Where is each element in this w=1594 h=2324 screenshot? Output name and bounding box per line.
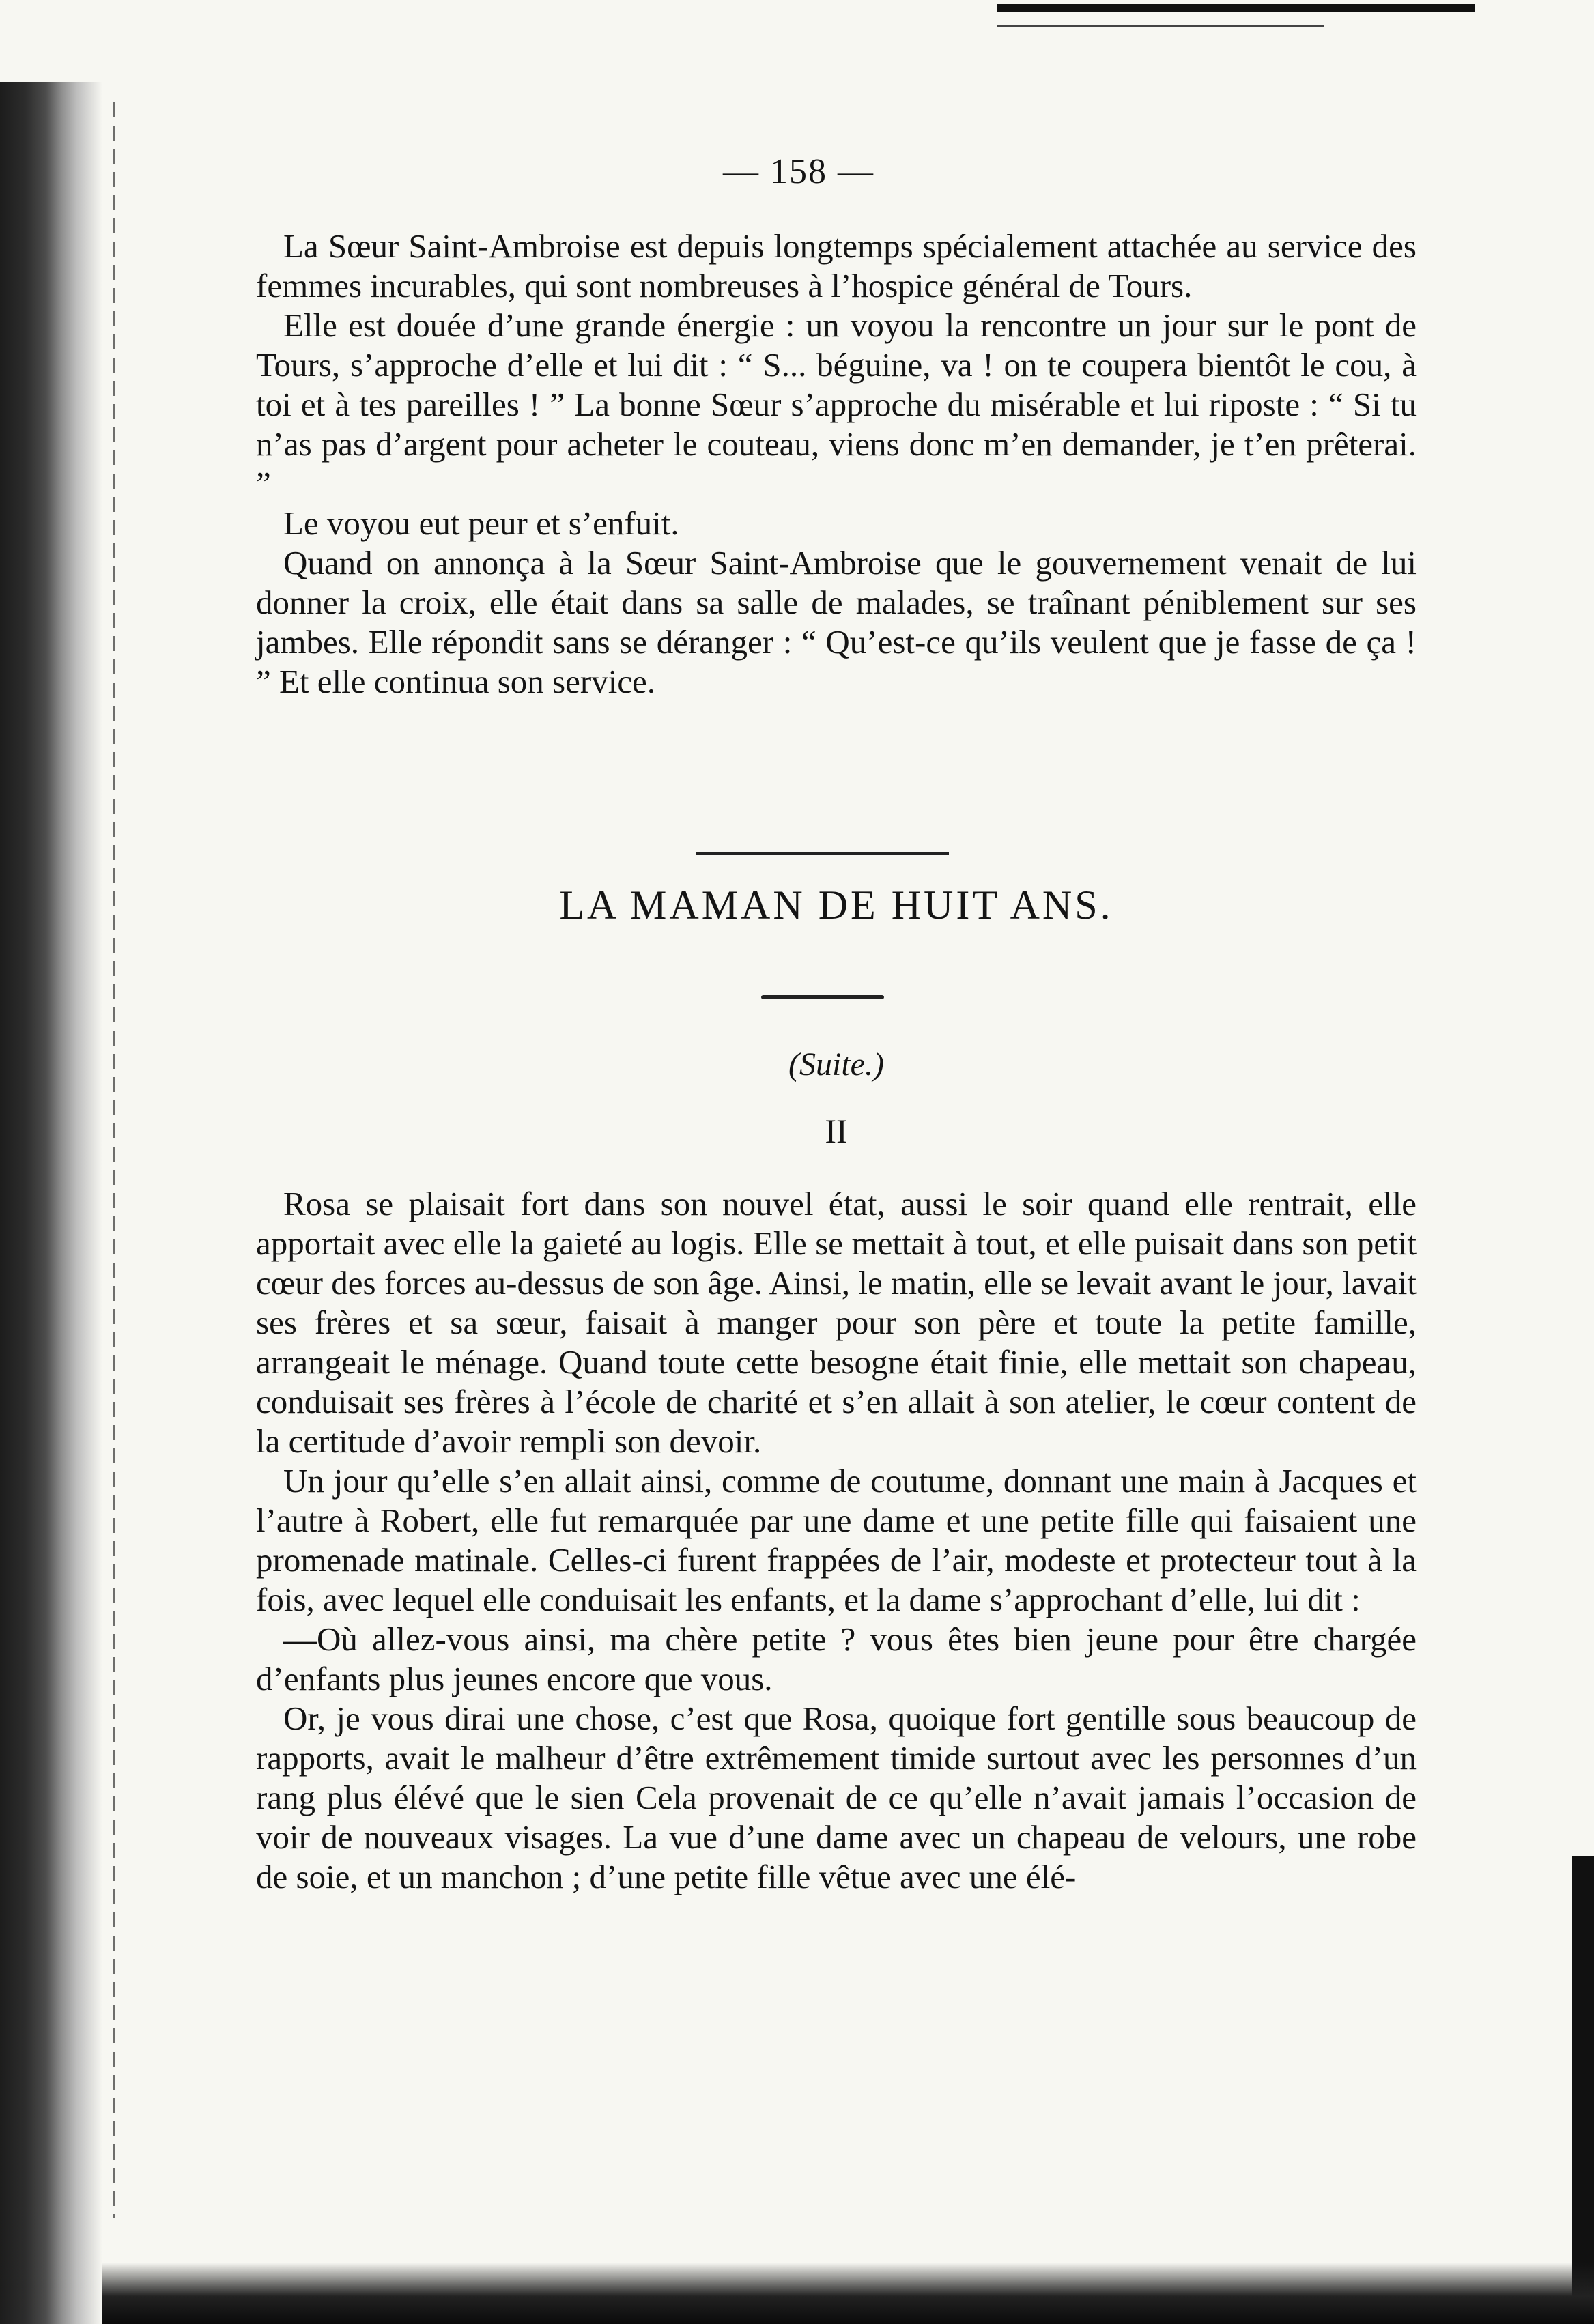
scan-top-rule <box>997 4 1475 12</box>
paragraph: Un jour qu’elle s’en allait ainsi, comme de coutume, donnant une main à Jacques et l’autre à Robert, elle fut remarquée par une dame et une petite fille qui faisaient une promenade matinale. Celles-ci furent frappées de l’air, modeste et protecteur tout à la fois, avec lequel elle conduisait les enfants, et la dame s’approchant d’elle, lui dit : <box>256 1462 1417 1618</box>
paragraph: Rosa se plaisait fort dans son nouvel état, aussi le soir quand elle rentrait, elle apportait avec elle la gaieté au logis. Elle se mettait à tout, et elle puisait dans son petit cœur des forces au-dessus de son âge. Ainsi, le matin, elle se levait avant le jour, lavait ses frères et sa sœur, faisait à manger pour son père et toute la petite famille, arrangeait le ménage. Quand toute cette besogne était finie, elle mettait son chapeau, conduisait ses frères à l’école de charité et s’en allait à son atelier, le cœur content de la certitude d’avoir rempli son devoir. <box>256 1185 1417 1460</box>
scan-right-edge <box>1572 1856 1594 2324</box>
paragraph: —Où allez-vous ainsi, ma chère petite ? vous êtes bien jeune pour être chargée d’enfants plus jeunes encore que vous. <box>256 1620 1417 1697</box>
paragraph: Elle est douée d’une grande énergie : un voyou la rencontre un jour sur le pont de Tours, s’approche d’elle et lui dit : “ S... béguine, va ! on te coupera bientôt le cou, à toi et à tes pareilles ! ” La bonne Sœur s’approche du misérable et lui riposte : “ Si tu n’as pas d’argent pour acheter le couteau, viens donc m’en demander, je t’en prêterai. ” <box>256 306 1417 502</box>
scan-bottom-edge <box>102 2263 1594 2324</box>
paragraph: Le voyou eut peur et s’enfuit. <box>283 504 679 542</box>
scan-binding-line <box>113 102 115 2218</box>
top-text-block <box>256 227 1417 702</box>
paragraph: Or, je vous dirai une chose, c’est que Rosa, quoique fort gentille sous beaucoup de rapports, avait le malheur d’être extrêmement timide surtout avec les personnes d’un rang plus élévé que le sien Cela provenait de ce qu’elle n’avait jamais l’occasion de voir de nouveaux visages. La vue d’une dame avec un chapeau de velours, une robe de soie, et un manchon ; d’une petite fille vêtue avec une élé- <box>256 1699 1417 1895</box>
scan-binding-edge <box>0 82 102 2324</box>
paragraph: Quand on annonça à la Sœur Saint-Ambroise que le gouvernement venait de lui donner la croix, elle était dans sa salle de malades, se traînant péniblement sur ses jambes. Elle répondit sans se déranger : “ Qu’est-ce qu’ils veulent que je fasse de ça ! ” Et elle continua son service. <box>256 544 1417 700</box>
scan-top-thin-rule <box>997 25 1324 27</box>
section-title: LA MAMAN DE HUIT ANS. <box>559 883 1113 928</box>
title-ornament <box>761 995 884 999</box>
page-number: — 158 — <box>723 152 874 191</box>
section-separator <box>696 852 949 855</box>
section-subtitle: (Suite.) <box>788 1046 884 1082</box>
bottom-text-block <box>256 1184 1417 1897</box>
chapter-number: II <box>825 1112 848 1150</box>
paragraph: La Sœur Saint-Ambroise est depuis longtemps spécialement attachée au service des femmes incurables, qui sont nombreuses à l’hospice général de Tours. <box>256 227 1417 304</box>
